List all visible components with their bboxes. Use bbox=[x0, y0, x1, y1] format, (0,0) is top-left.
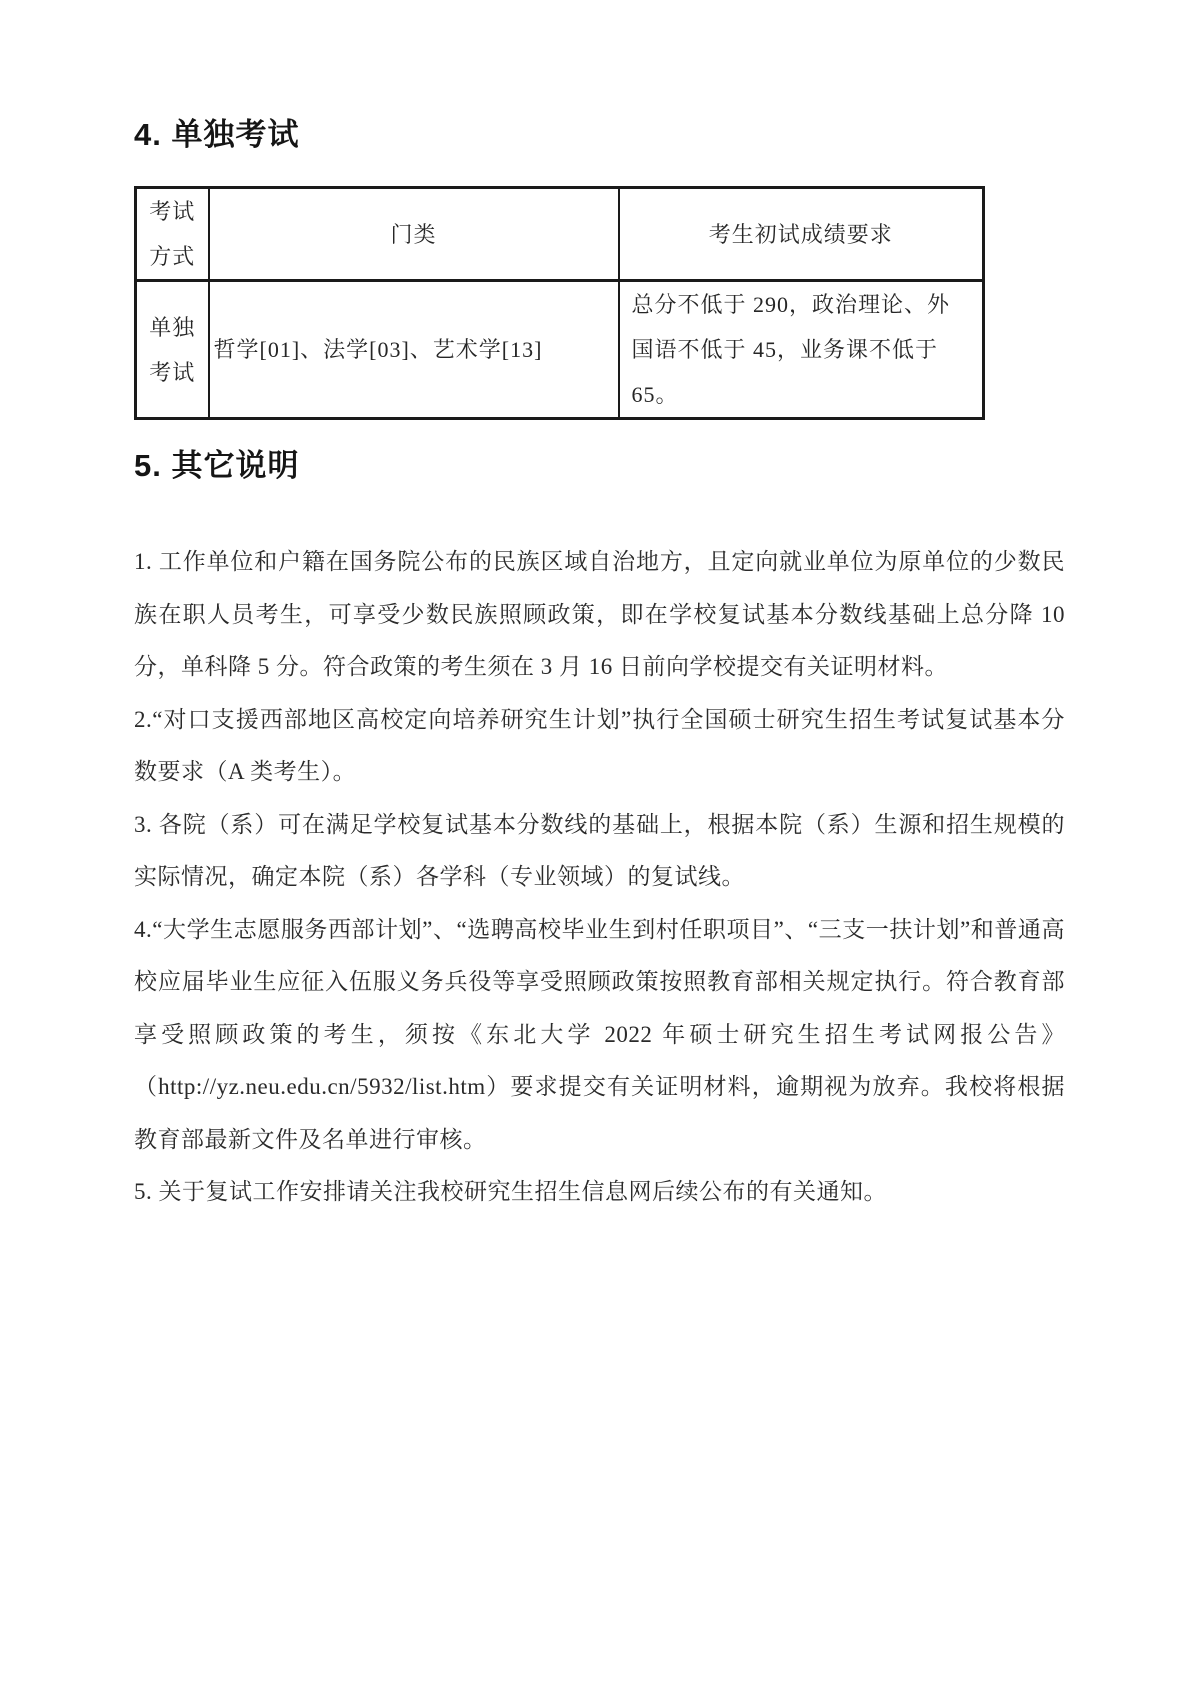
table-cell-score-requirement: 总分不低于 290，政治理论、外国语不低于 45，业务课不低于 65。 bbox=[619, 281, 984, 419]
note-paragraph-4: 4.“大学生志愿服务西部计划”、“选聘高校毕业生到村任职项目”、“三支一扶计划”和普通高校应届毕业生应征入伍服义务兵役等享受照顾政策按照教育部相关规定执行。符合教育部享受照顾政策的考生，须按《东北大学 2022 年硕士研究生招生考试网报公告》（http://yz.neu.edu.cn/5932/list.htm）要求提交有关证明材料，逾期视为放弃。我校将根据教育部最新文件及名单进行审核。 bbox=[134, 916, 1065, 1152]
note-paragraph-3: 3. 各院（系）可在满足学校复试基本分数线的基础上，根据本院（系）生源和招生规模的实际情况，确定本院（系）各学科（专业领域）的复试线。 bbox=[134, 811, 1065, 889]
table-header-score-requirement: 考生初试成绩要求 bbox=[619, 188, 984, 281]
section-4-heading: 4. 单独考试 bbox=[134, 117, 300, 152]
note-paragraph-2: 2.“对口支援西部地区高校定向培养研究生计划”执行全国硕士研究生招生考试复试基本分数要求（A 类考生）。 bbox=[134, 706, 1065, 784]
note-paragraph-1: 1. 工作单位和户籍在国务院公布的民族区域自治地方，且定向就业单位为原单位的少数民族在职人员考生，可享受少数民族照顾政策，即在学校复试基本分数线基础上总分降 10 分，单科降 5 分。符合政策的考生须在 3 月 16 日前向学校提交有关证明材料。 bbox=[134, 549, 1065, 679]
section-5-heading: 5. 其它说明 bbox=[134, 448, 300, 483]
page-content bbox=[134, 0, 1065, 1219]
note-paragraph-5: 5. 关于复试工作安排请关注我校研究生招生信息网后续公布的有关通知。 bbox=[134, 1179, 887, 1204]
table-header-category: 门类 bbox=[209, 188, 619, 281]
table-header-exam-method: 考试方式 bbox=[136, 188, 209, 281]
table-cell-categories: 哲学[01]、法学[03]、艺术学[13] bbox=[209, 281, 619, 419]
table-row bbox=[136, 281, 984, 419]
table-header-row bbox=[136, 188, 984, 281]
notes-block bbox=[134, 536, 1065, 1219]
table-cell-exam-method: 单独考试 bbox=[136, 281, 209, 419]
separate-exam-table bbox=[134, 186, 985, 420]
